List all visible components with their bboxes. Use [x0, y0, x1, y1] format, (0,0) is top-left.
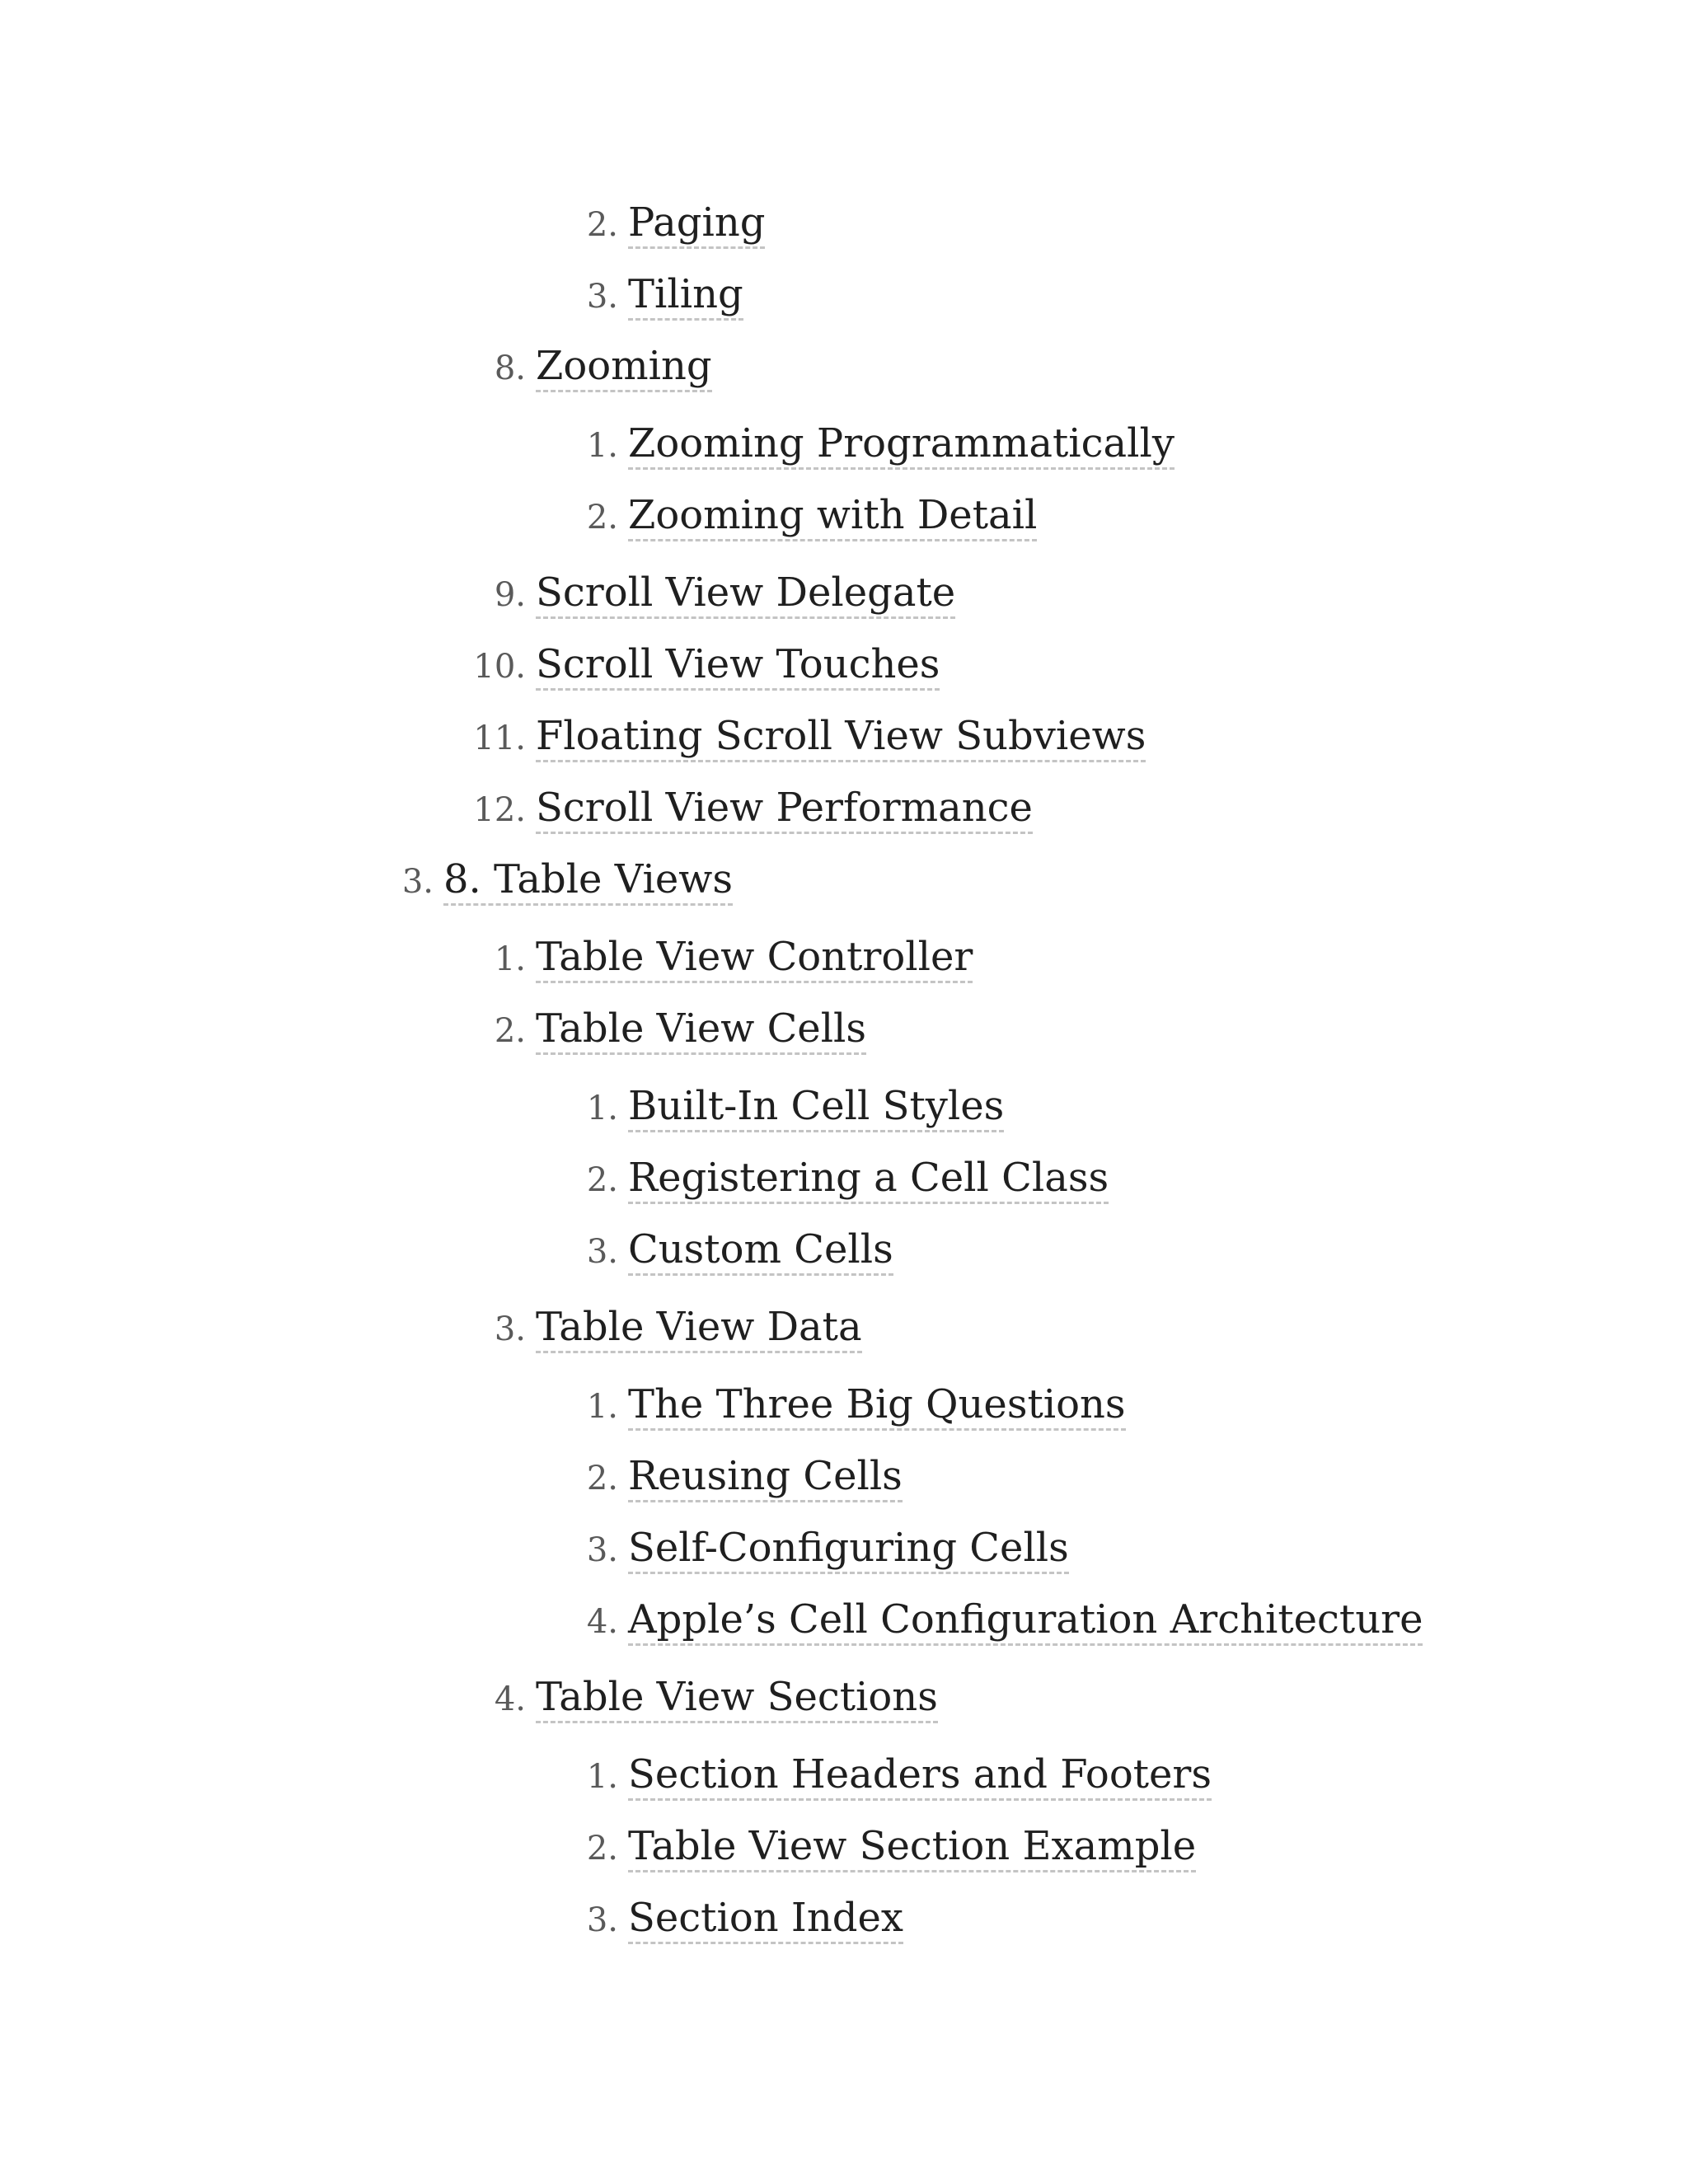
toc-link-table-view-controller[interactable]: Table View Controller [536, 935, 973, 983]
toc-entry-number: 1. [586, 1758, 618, 1796]
toc-entry-built-in-cell-styles [528, 1084, 1004, 1135]
toc-entry-number: 3. [586, 278, 618, 316]
toc-entry-table-views [346, 857, 733, 908]
toc-link-zooming[interactable]: Zooming [536, 344, 712, 392]
toc-entry-table-view-data [437, 1305, 862, 1356]
toc-entry-number: 10. [473, 648, 526, 686]
toc-link-apples-cell-configuration-architecture[interactable]: Apple’s Cell Configuration Architecture [628, 1597, 1423, 1646]
toc-entry-number: 2. [586, 1460, 618, 1497]
toc-link-floating-scroll-view-subviews[interactable]: Floating Scroll View Subviews [536, 714, 1146, 762]
toc-link-reusing-cells[interactable]: Reusing Cells [628, 1454, 903, 1502]
toc-entry-number: 2. [494, 1012, 526, 1050]
toc-link-scroll-view-delegate[interactable]: Scroll View Delegate [536, 570, 955, 619]
toc-entry-number: 3. [586, 1531, 618, 1569]
toc-link-table-view-data[interactable]: Table View Data [536, 1305, 862, 1353]
toc-entry-reusing-cells [528, 1454, 903, 1505]
toc-entry-number: 2. [586, 1830, 618, 1868]
toc-entry-apples-cell-configuration-architecture [528, 1597, 1423, 1648]
toc-link-section-index[interactable]: Section Index [628, 1896, 903, 1944]
toc-link-self-configuring-cells[interactable]: Self-Configuring Cells [628, 1526, 1069, 1574]
toc-entry-table-view-cells [437, 1006, 866, 1057]
toc-entry-scroll-view-touches [437, 642, 940, 693]
toc-entry-table-view-sections [437, 1675, 938, 1726]
toc-entry-number: 2. [586, 499, 618, 537]
toc-entry-number: 8. [494, 349, 526, 387]
toc-entry-number: 3. [494, 1310, 526, 1348]
toc-entry-custom-cells [528, 1227, 893, 1278]
toc-entry-number: 2. [586, 1161, 618, 1199]
toc-link-zooming-with-detail[interactable]: Zooming with Detail [628, 493, 1037, 541]
toc-entry-scroll-view-delegate [437, 570, 955, 621]
toc-link-registering-a-cell-class[interactable]: Registering a Cell Class [628, 1155, 1109, 1204]
toc-entry-number: 1. [586, 1090, 618, 1127]
toc-entry-number: 2. [586, 206, 618, 244]
toc-entry-section-headers-and-footers [528, 1752, 1212, 1803]
toc-entry-number: 1. [586, 427, 618, 465]
toc-link-table-view-cells[interactable]: Table View Cells [536, 1006, 866, 1055]
toc-entry-zooming [437, 344, 712, 395]
toc-entry-number: 11. [473, 719, 526, 757]
toc-entry-registering-a-cell-class [528, 1155, 1109, 1207]
toc-link-table-view-sections[interactable]: Table View Sections [536, 1675, 938, 1723]
toc-link-paging[interactable]: Paging [628, 200, 765, 249]
toc-entry-zooming-programmatically [528, 421, 1175, 472]
toc-link-custom-cells[interactable]: Custom Cells [628, 1227, 893, 1276]
toc-entry-zooming-with-detail [528, 493, 1037, 544]
toc-link-section-headers-and-footers[interactable]: Section Headers and Footers [628, 1752, 1212, 1801]
toc-entry-the-three-big-questions [528, 1382, 1126, 1433]
toc-link-zooming-programmatically[interactable]: Zooming Programmatically [628, 421, 1175, 470]
toc-entry-table-view-controller [437, 935, 973, 986]
toc-entry-section-index [528, 1896, 903, 1947]
toc-entry-number: 4. [494, 1680, 526, 1718]
toc-entry-number: 1. [586, 1388, 618, 1426]
toc-entry-number: 12. [473, 791, 526, 829]
toc-entry-number: 3. [586, 1233, 618, 1271]
toc-entry-number: 1. [494, 940, 526, 978]
toc-entry-number: 4. [586, 1603, 618, 1641]
toc-entry-table-view-section-example [528, 1824, 1196, 1875]
toc-entry-self-configuring-cells [528, 1526, 1069, 1577]
toc-entry-number: 3. [401, 863, 434, 901]
toc-entry-floating-scroll-view-subviews [437, 714, 1146, 765]
toc-link-scroll-view-performance[interactable]: Scroll View Performance [536, 785, 1033, 834]
toc-entry-number: 3. [586, 1901, 618, 1939]
toc-entry-paging [528, 200, 765, 251]
toc-entry-number: 9. [494, 576, 526, 614]
toc-link-tiling[interactable]: Tiling [628, 272, 743, 321]
toc-link-table-views[interactable]: 8. Table Views [443, 857, 733, 906]
toc-link-scroll-view-touches[interactable]: Scroll View Touches [536, 642, 940, 691]
toc-entry-tiling [528, 272, 743, 323]
toc-link-table-view-section-example[interactable]: Table View Section Example [628, 1824, 1196, 1872]
toc-link-the-three-big-questions[interactable]: The Three Big Questions [628, 1382, 1126, 1431]
toc-link-built-in-cell-styles[interactable]: Built-In Cell Styles [628, 1084, 1004, 1132]
toc-entry-scroll-view-performance [437, 785, 1033, 837]
